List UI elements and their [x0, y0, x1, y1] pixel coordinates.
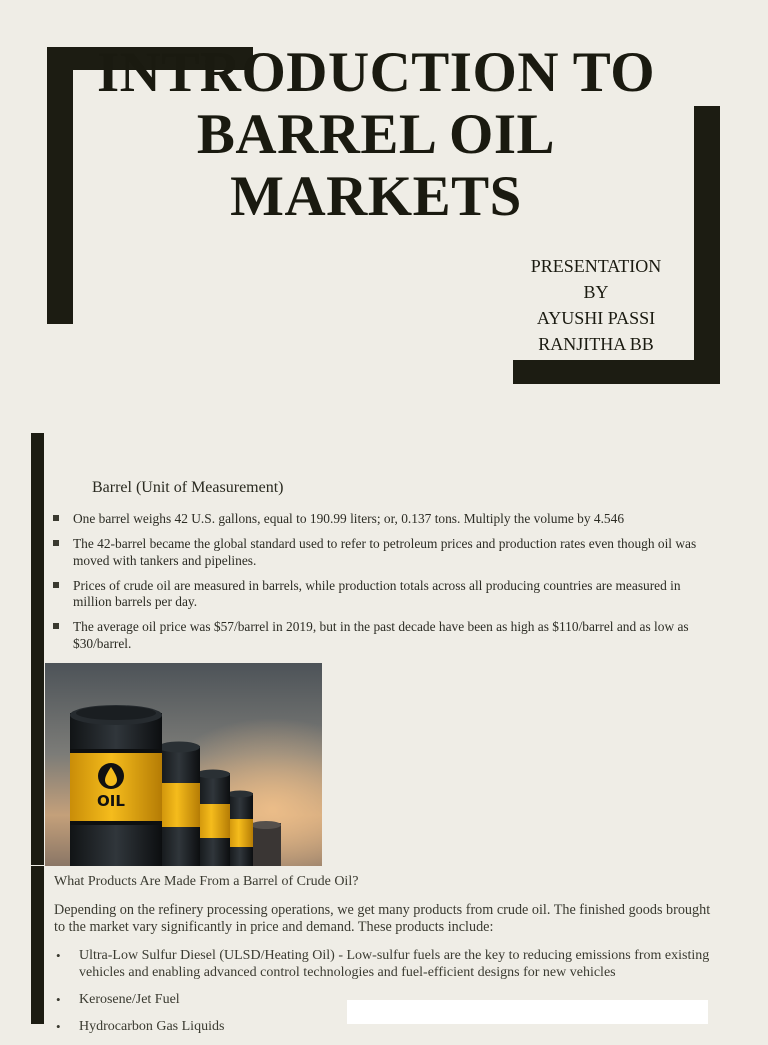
presenter-line: BY [583, 282, 609, 302]
square-bullet-icon [53, 515, 59, 521]
list-item [50, 511, 700, 528]
bullet-dot-icon: • [56, 992, 61, 1007]
list-item [50, 619, 700, 652]
presenter-line: PRESENTATION [530, 256, 662, 276]
slide3-heading: What Products Are Made From a Barrel of Crude Oil? [54, 874, 359, 889]
presenter-block [500, 253, 692, 357]
presenter-line: AYUSHI PASSI [536, 308, 656, 328]
slide3-intro: Depending on the refinery processing operations, we get many products from crude oil. The finished goods brought to the market vary significantly in price and demand. These products include: [54, 902, 711, 935]
list-item [54, 947, 714, 981]
bullet-dot-icon: • [56, 948, 61, 963]
square-bullet-icon [53, 623, 59, 629]
barrel-small-1 [158, 742, 200, 867]
list-item [50, 536, 700, 569]
square-bullet-icon [53, 582, 59, 588]
barrel-small-3 [227, 791, 253, 867]
slide3-image-placeholder [347, 1000, 708, 1024]
bullet-dot-icon: • [56, 1019, 61, 1034]
slide-title [80, 42, 672, 228]
barrel-label: OIL [97, 792, 125, 810]
frame-bottom-right-horizontal [513, 360, 720, 384]
frame-bottom-right-vertical [694, 106, 720, 384]
item-text: Ultra-Low Sulfur Diesel (ULSD/Heating Oil) - Low-sulfur fuels are the key to reducing emissions from existing vehicles and enabling advanced control technologies and fuel-efficient designs for new vehicles [79, 948, 710, 980]
slide2-heading: Barrel (Unit of Measurement) [92, 479, 284, 496]
item-text: Hydrocarbon Gas Liquids [79, 1019, 225, 1034]
presenter-line: RANJITHA BB [538, 334, 654, 354]
barrel-main [70, 705, 162, 866]
barrel-small-2 [196, 770, 230, 867]
bullet-text: Prices of crude oil are measured in barrels, while production totals across all producing countries are measured in million barrels per day. [73, 577, 681, 609]
title-line: MARKETS [230, 165, 522, 228]
slide3-left-accent-bar [31, 866, 44, 1024]
item-text: Kerosene/Jet Fuel [79, 992, 180, 1007]
slide2-left-accent-bar [31, 433, 44, 865]
slide2-bullet-list [50, 511, 700, 661]
bullet-text: One barrel weighs 42 U.S. gallons, equal to 190.99 liters; or, 0.137 tons. Multiply the volume by 4.546 [73, 511, 625, 526]
title-line: BARREL OIL [196, 103, 556, 166]
frame-top-left-vertical [47, 47, 73, 324]
list-item [50, 578, 700, 611]
oil-barrels-photo [45, 663, 322, 866]
square-bullet-icon [53, 540, 59, 546]
bullet-text: The average oil price was $57/barrel in 2019, but in the past decade have been as high as $110/barrel and as low as $30/barrel. [73, 619, 689, 651]
barrel-small-4 [251, 821, 281, 866]
slide3-product-list [54, 947, 714, 1045]
bullet-text: The 42-barrel became the global standard used to refer to petroleum prices and production rates even though oil was moved with tankers and pipelines. [73, 536, 697, 568]
title-line: INTRODUCTION TO [96, 41, 656, 104]
